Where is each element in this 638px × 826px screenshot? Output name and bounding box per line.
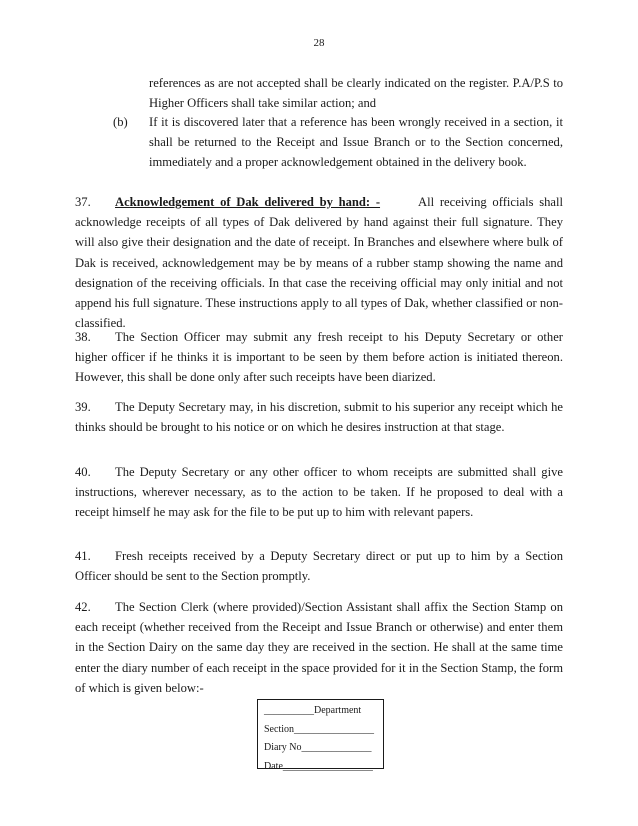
list-item-text: If it is discovered later that a reference has been wrongly received in a section, it shall be returned to the Receipt and Issue Branch or to the Section concerned, immediately and a proper acknowledgement obtained in the delivery book. — [149, 115, 563, 170]
continuation-text: references as are not accepted shall be clearly indicated on the register. P.A/P.S to Higher Officers shall take similar action; and — [149, 76, 563, 111]
paragraph-40 — [75, 462, 563, 523]
paragraph-text: The Deputy Secretary may, in his discretion, submit to his superior any receipt which he thinks should be brought to his notice or on which he desires instruction at that stage. — [75, 400, 563, 435]
paragraph-text: The Section Officer may submit any fresh receipt to his Deputy Secretary or other higher officer if he thinks it is important to be seen by them before action is initiated thereon. However, this shall be done only after such receipts have been diarized. — [75, 330, 563, 385]
section-heading: Acknowledgement of Dak delivered by hand: - — [115, 195, 381, 209]
section-stamp-form — [257, 699, 384, 772]
paragraph-number: 40. — [75, 465, 91, 479]
paragraph-text: The Section Clerk (where provided)/Section Assistant shall affix the Section Stamp on each receipt (whether received from the Receipt and Issue Branch or otherwise) and enter them in the Section Dairy on the same day they are received in the section. He shall at the same time enter the diary number of each receipt in the space provided for it in the Section Stamp, the form of which is given below:- — [75, 600, 563, 695]
paragraph-37 — [75, 192, 563, 333]
paragraph-number: 37. — [75, 195, 91, 209]
page-number: 28 — [313, 37, 325, 49]
stamp-date-line: Date__________________ — [264, 760, 373, 772]
paragraph-39 — [75, 397, 563, 437]
paragraph-41 — [75, 546, 563, 586]
stamp-diary-line: Diary No______________ — [264, 742, 372, 753]
paragraph-38 — [75, 327, 563, 388]
list-item-label: (b) — [113, 115, 128, 129]
paragraph-text: The Deputy Secretary or any other officer to whom receipts are submitted shall give instructions, wherever necessary, as to the action to be taken. If he proposed to deal with a receipt himself he may ask for the file to be put up to him with relevant papers. — [75, 465, 563, 520]
paragraph-text: All receiving officials shall acknowledge receipts of all types of Dak delivered by hand against their full signature. They will also give their designation and the date of receipt. In Branches and elsewhere where bulk of Dak is received, acknowledgement may be by means of a rubber stamp showing the name and designation of the receiving officials. In that case the receiving official may only initial and not append his full signature. These instructions apply to all types of Dak, whether classified or non-classified. — [75, 195, 563, 331]
paragraph-42 — [75, 597, 563, 698]
paragraph-number: 38. — [75, 330, 91, 344]
stamp-department-line: __________Department — [264, 705, 362, 716]
list-item-b — [75, 112, 563, 173]
paragraph-number: 41. — [75, 549, 91, 563]
paragraph-number: 39. — [75, 400, 91, 414]
paragraph-number: 42. — [75, 600, 91, 614]
paragraph-text: Fresh receipts received by a Deputy Secretary direct or put up to him by a Section Officer should be sent to the Section promptly. — [75, 549, 563, 584]
stamp-section-line: Section________________ — [264, 723, 374, 735]
